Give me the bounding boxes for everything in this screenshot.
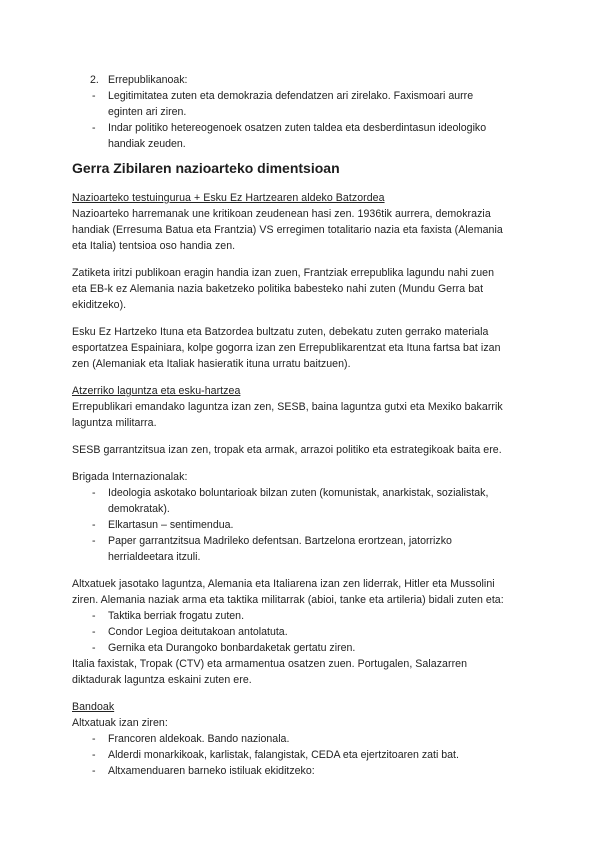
list-item: Altxamenduaren barneko istiluak ekiditzeko: <box>108 765 315 777</box>
paragraph-line: Zatiketa iritzi publikoan eragin handia izan zuen, Frantziak errepublika lagundu nahi zuen <box>72 267 495 279</box>
list-dash: - <box>92 487 96 499</box>
list-label: Altxatuak izan ziren: <box>72 717 168 729</box>
list-item: Condor Legioa deitutakoan antolatuta. <box>108 626 288 638</box>
list-item: Elkartasun – sentimendua. <box>108 519 234 531</box>
paragraph-line: Nazioarteko harremanak une kritikoan zeudenean hasi zen. 1936tik aurrera, demokrazia <box>72 208 491 220</box>
list-item-cont: herrialdeetara itzuli. <box>108 551 201 563</box>
paragraph-line: Italia faxistak, Tropak (CTV) eta armamentua osatzen zuen. Portugalen, Salazarren <box>72 658 468 670</box>
paragraph-line: laguntza militarra. <box>72 417 157 429</box>
list-item: Taktika berriak frogatu zuten. <box>108 610 245 622</box>
list-dash: - <box>92 535 96 547</box>
list-item: Alderdi monarkikoak, karlistak, falangistak, CEDA eta ejertzitoaren zati bat. <box>108 749 459 761</box>
list-dash: - <box>92 765 96 777</box>
paragraph-line: handiak (Erresuma Batua eta Frantzia) VS erregimen totalitario nazia eta faxista (Alemania <box>72 224 503 236</box>
paragraph-line: ziren. Alemania naziak arma eta taktika militarrak (abioi, tanke eta artileria) bidali zuten eta: <box>72 594 504 606</box>
paragraph-line: Errepublikari emandako laguntza izan zen, SESB, baina laguntza gutxi eta Mexiko bakarrik <box>72 401 503 413</box>
paragraph-line: esportatzea Espainiara, kolpe gogorra izan zen Errepublikarentzat eta Ituna fartsa bat izan <box>72 342 501 354</box>
list-item-cont: handiak zeuden. <box>108 138 186 150</box>
list-item-cont: demokratak). <box>108 503 170 515</box>
list-dash: - <box>92 519 96 531</box>
list-dash: - <box>92 733 96 745</box>
paragraph-line: ekiditzeko). <box>72 299 127 311</box>
list-item-cont: eginten ari ziren. <box>108 106 187 118</box>
list-title: Errepublikanoak: <box>108 74 188 86</box>
list-label: Brigada Internazionalak: <box>72 471 188 483</box>
list-item: Ideologia askotako boluntarioak bilzan zuten (komunistak, anarkistak, sozialistak, <box>108 487 489 499</box>
list-item: Francoren aldekoak. Bando nazionala. <box>108 733 290 745</box>
paragraph-line: diktadurak laguntza eskaini zuten ere. <box>72 674 252 686</box>
paragraph-line: eta Italia) tentsioa oso handia zen. <box>72 240 236 252</box>
list-number: 2. <box>90 74 99 86</box>
paragraph-line: SESB garrantzitsua izan zen, tropak eta armak, arrazoi politiko eta estrategikoak baita ere. <box>72 444 502 456</box>
paragraph-line: zen (Alemaniak eta Italiak hasieratik ituna urratu baitzuen). <box>72 358 351 370</box>
paragraph-line: Esku Ez Hartzeko Ituna eta Batzordea bultzatu zuten, debekatu zuten gerrako materiala <box>72 326 489 338</box>
list-item: Indar politiko hetereogenoek osatzen zuten taldea eta desberdintasun ideologiko <box>108 122 487 134</box>
paragraph-line: Altxatuek jasotako laguntza, Alemania eta Italiarena izan zen liderrak, Hitler eta Mussolini <box>72 578 495 590</box>
list-item: Gernika eta Durangoko bonbardaketak gertatu ziren. <box>108 642 356 654</box>
list-dash: - <box>92 610 96 622</box>
paragraph-line: eta EB-k ez Alemania nazia baketzeko politika babesteko nahi zuten (Mundu Gerra bat <box>72 283 484 295</box>
subsection-title: Atzerriko laguntza eta esku-hartzea <box>72 385 241 397</box>
list-dash: - <box>92 749 96 761</box>
subsection-title: Bandoak <box>72 701 115 713</box>
section-heading: Gerra Zibilaren nazioarteko dimentsioan <box>72 160 340 176</box>
list-dash: - <box>92 122 96 134</box>
list-item: Paper garrantzitsua Madrileko defentsan. Bartzelona erortzean, jatorrizko <box>108 535 452 547</box>
list-dash: - <box>92 90 96 102</box>
subsection-title: Nazioarteko testuingurua + Esku Ez Hartzearen aldeko Batzordea <box>72 192 385 204</box>
list-dash: - <box>92 642 96 654</box>
list-item: Legitimitatea zuten eta demokrazia defendatzen ari zirelako. Faxismoari aurre <box>108 90 474 102</box>
list-dash: - <box>92 626 96 638</box>
